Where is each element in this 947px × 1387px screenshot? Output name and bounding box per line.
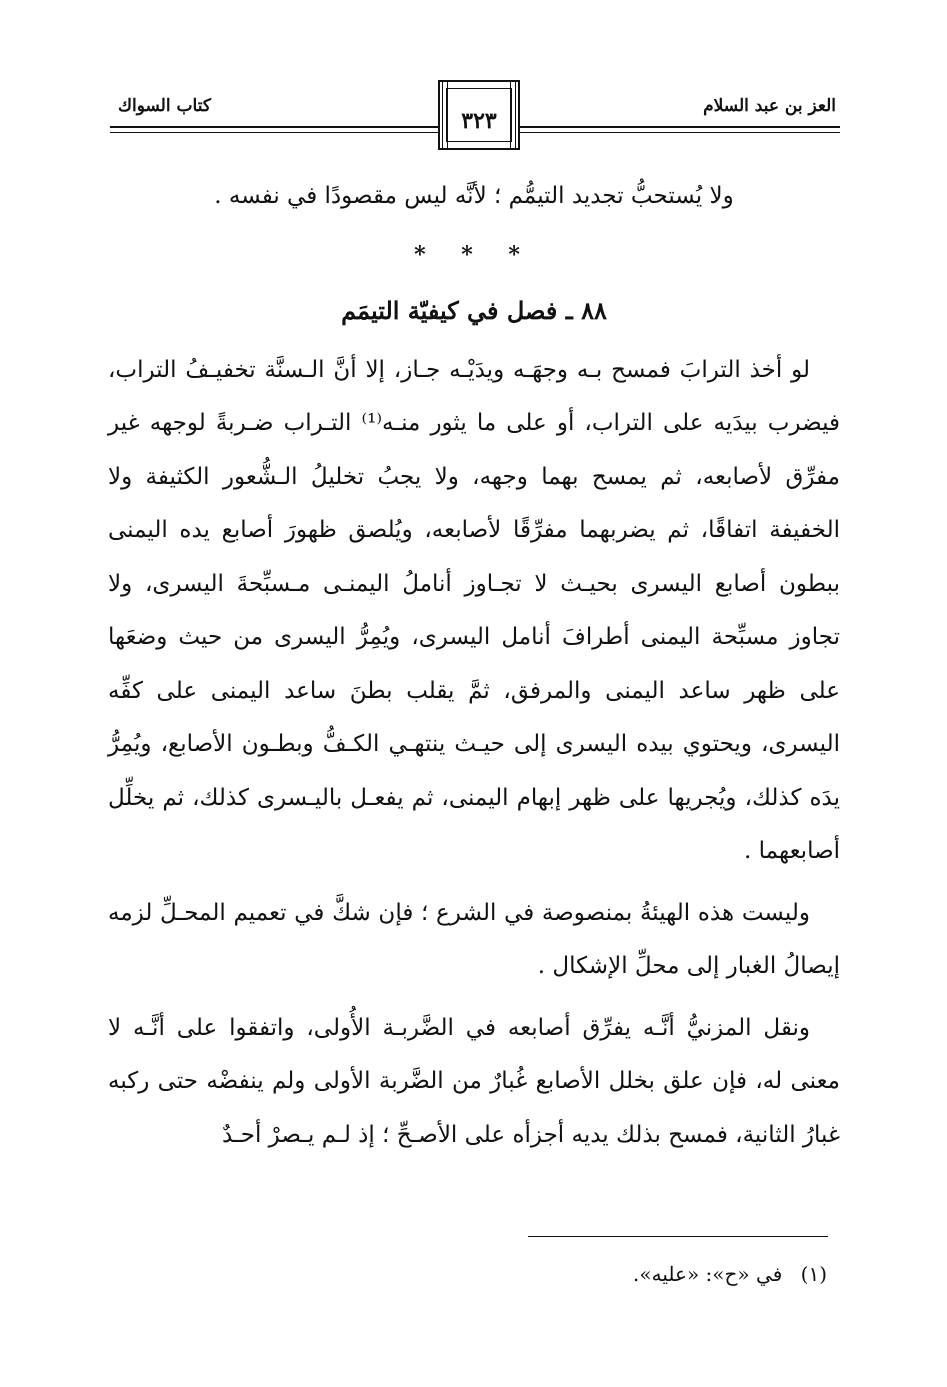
footnote-number: (١) [800, 1262, 827, 1286]
footnote-separator [528, 1236, 828, 1237]
page-number: ٣٢٣ [461, 108, 497, 134]
footnote-text: في «ح»: «عليه». [633, 1262, 783, 1286]
intro-sentence: ولا يُستحبُّ تجديد التيمُّم ؛ لأنَّه ليس مقصودًا في نفسه . [214, 183, 734, 209]
page-body [108, 170, 840, 1162]
book-title: كتاب السواك [118, 96, 211, 116]
paragraph-2: وليست هذه الهيئةُ بمنصوصة في الشرع ؛ فإن شكَّ في تعميم المحـلِّ لزمه إيصالُ الغبار إلى محلِّ الإشكال . [108, 899, 840, 979]
page-header [110, 92, 840, 152]
page-number-frame [438, 80, 520, 150]
author-name: العز بن عبد السلام [703, 96, 836, 116]
paragraph-1: لو أخذ الترابَ فمسح بـه وجهَـه ويدَيْـه جـاز، إلا أنَّ الـسنَّة تخفيـفُ التراب، فيضرب بيدَيه على التراب، أو على ما يثور منـه⁽¹⁾ التـراب ضـربةً لوجهه غير مفرِّق لأصابعه، ثم يمسح بهما وجهه، ولا يجبُ تخليلُ الـشُّعور الكثيفة ولا الخفيفة اتفاقًا، ثم يضربهما مفرِّقًا لأصابعه، ويُلصق ظهورَ أصابع يده اليمنى ببطون أصابع اليسرى بحيـث لا تجـاوز أناملُ اليمنـى مـسبِّحةَ اليسرى، ولا تجاوز مسبِّحة اليمنى أطرافَ أنامل اليسرى، ويُمِرُّ اليسرى من حيث وضعَها على ظهر ساعد اليمنى والمرفق، ثمَّ يقلب بطنَ ساعد اليمنى على كفِّه اليسرى، ويحتوي بيده اليسرى إلى حيـث ينتهـي الكـفُّ وبطـون الأصابع، ويُمِرُّ يدَه كذلك، ويُجريها على ظهر إبهام اليمنى، ثم يفعـل باليـسرى كذلك، ثم يخلِّل أصابعهما . [108, 356, 840, 864]
section-separator: * * * [414, 241, 534, 268]
footnote-1 [633, 1262, 827, 1286]
paragraph-3: ونقل المزنيُّ أنَّـه يفرِّق أصابعه في الضَّربـة الأُولى، واتفقوا على أنَّـه لا معنى له، فإن علق بخلل الأصابع غُبارٌ من الضَّربة الأولى ولم ينفضْه حتى ركبه غبارُ الثانية، فمسح بذلك يديه أجزأه على الأصـحِّ ؛ إذ لـم يـصرْ أحـدٌ [108, 1014, 840, 1148]
section-heading: ٨٨ ـ فصل في كيفيّة التيمَم [341, 295, 607, 325]
